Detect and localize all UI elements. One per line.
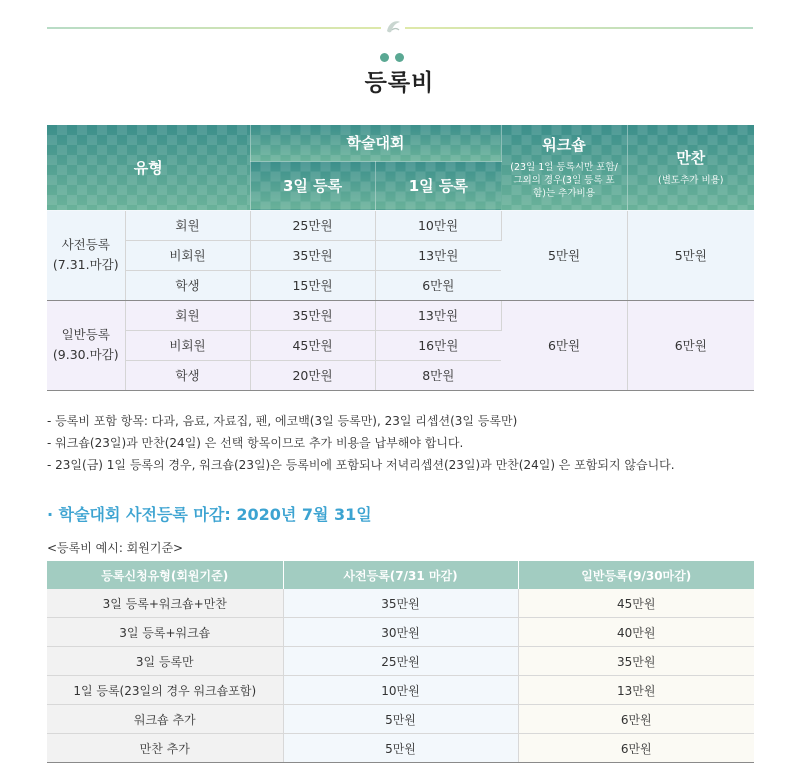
example-general-fee: 6만원 xyxy=(518,705,754,734)
period-general xyxy=(47,300,125,390)
example-general-fee: 45만원 xyxy=(518,589,754,618)
example-early-fee: 25만원 xyxy=(283,647,518,676)
header-banquet xyxy=(627,125,754,210)
example-type: 1일 등록(23일의 경우 워크숍포함) xyxy=(47,676,283,705)
example-type: 3일 등록만 xyxy=(47,647,283,676)
header-three-day: 3일 등록 xyxy=(250,161,375,210)
fee-example-table xyxy=(47,561,754,763)
example-general-fee: 40만원 xyxy=(518,618,754,647)
example-header-early: 사전등록(7/31 마감) xyxy=(283,561,518,589)
note-item: - 워크숍(23일)과 만찬(24일) 은 선택 항목이므로 추가 비용을 납부해야 합니다. xyxy=(47,436,464,450)
table-row xyxy=(47,589,754,618)
fee-one-day: 16만원 xyxy=(375,330,501,360)
table-row xyxy=(47,647,754,676)
fee-three-day: 35만원 xyxy=(250,240,375,270)
header-workshop xyxy=(501,125,627,210)
fee-three-day: 15만원 xyxy=(250,270,375,300)
early-registration-deadline: · 학술대회 사전등록 마감: 2020년 7월 31일 xyxy=(47,505,372,524)
registration-fee-table xyxy=(47,125,754,391)
period-label: 일반등록 xyxy=(61,327,110,342)
member-type: 회원 xyxy=(125,300,250,330)
period-label: 사전등록 xyxy=(61,237,110,252)
table-row xyxy=(47,676,754,705)
title-dots xyxy=(380,53,404,62)
header-banquet-note: (별도추가 비용) xyxy=(658,175,724,187)
period-deadline: (7.31.마감) xyxy=(52,257,119,272)
example-early-fee: 30만원 xyxy=(283,618,518,647)
example-early-fee: 5만원 xyxy=(283,734,518,763)
fee-workshop: 6만원 xyxy=(501,300,627,390)
fee-one-day: 6만원 xyxy=(375,270,501,300)
fee-three-day: 35만원 xyxy=(250,300,375,330)
fee-one-day: 8만원 xyxy=(375,360,501,390)
page-title: 등록비 xyxy=(364,70,435,96)
example-general-fee: 6만원 xyxy=(518,734,754,763)
example-header-general: 일반등록(9/30마감) xyxy=(518,561,754,589)
fee-banquet: 6만원 xyxy=(627,300,754,390)
fee-banquet: 5만원 xyxy=(627,210,754,300)
header-type: 유형 xyxy=(47,125,250,210)
table-row xyxy=(47,300,754,330)
table-row xyxy=(47,734,754,763)
header-one-day: 1일 등록 xyxy=(375,161,501,210)
fee-workshop: 5만원 xyxy=(501,210,627,300)
period-early xyxy=(47,210,125,300)
header-banquet-label: 만찬 xyxy=(676,149,706,168)
example-type: 3일 등록+워크숍+만찬 xyxy=(47,589,283,618)
header-workshop-label: 워크숍 xyxy=(542,136,586,155)
example-caption: <등록비 예시: 회원기준> xyxy=(47,541,184,555)
fee-one-day: 13만원 xyxy=(375,300,501,330)
fee-three-day: 25만원 xyxy=(250,210,375,240)
table-row xyxy=(47,618,754,647)
fee-three-day: 20만원 xyxy=(250,360,375,390)
example-type: 워크숍 추가 xyxy=(47,705,283,734)
header-workshop-note: (23일 1일 등록시만 포함/ 그외의 경우(3일 등록 포함)는 추가비용 xyxy=(510,162,618,200)
example-early-fee: 35만원 xyxy=(283,589,518,618)
member-type: 회원 xyxy=(125,210,250,240)
example-type: 만찬 추가 xyxy=(47,734,283,763)
table-row xyxy=(47,210,754,240)
example-early-fee: 10만원 xyxy=(283,676,518,705)
example-early-fee: 5만원 xyxy=(283,705,518,734)
fee-three-day: 45만원 xyxy=(250,330,375,360)
note-item: - 23일(금) 1일 등록의 경우, 워크숍(23일)은 등록비에 포함되나 저녁리셉션(23일)과 만찬(24일) 은 포함되지 않습니다. xyxy=(47,458,675,472)
example-general-fee: 35만원 xyxy=(518,647,754,676)
example-general-fee: 13만원 xyxy=(518,676,754,705)
emblem-icon xyxy=(381,15,405,39)
fee-one-day: 10만원 xyxy=(375,210,501,240)
member-type: 비회원 xyxy=(125,330,250,360)
header-conference: 학술대회 xyxy=(250,125,501,161)
member-type: 학생 xyxy=(125,360,250,390)
period-deadline: (9.30.마감) xyxy=(52,347,119,362)
example-type: 3일 등록+워크숍 xyxy=(47,618,283,647)
note-item: - 등록비 포함 항목: 다과, 음료, 자료집, 펜, 에코백(3일 등록만), 23일 리셉션(3일 등록만) xyxy=(47,414,518,428)
member-type: 학생 xyxy=(125,270,250,300)
fee-notes xyxy=(47,410,675,476)
table-row xyxy=(47,705,754,734)
fee-one-day: 13만원 xyxy=(375,240,501,270)
example-header-type: 등록신청유형(회원기준) xyxy=(47,561,283,589)
member-type: 비회원 xyxy=(125,240,250,270)
